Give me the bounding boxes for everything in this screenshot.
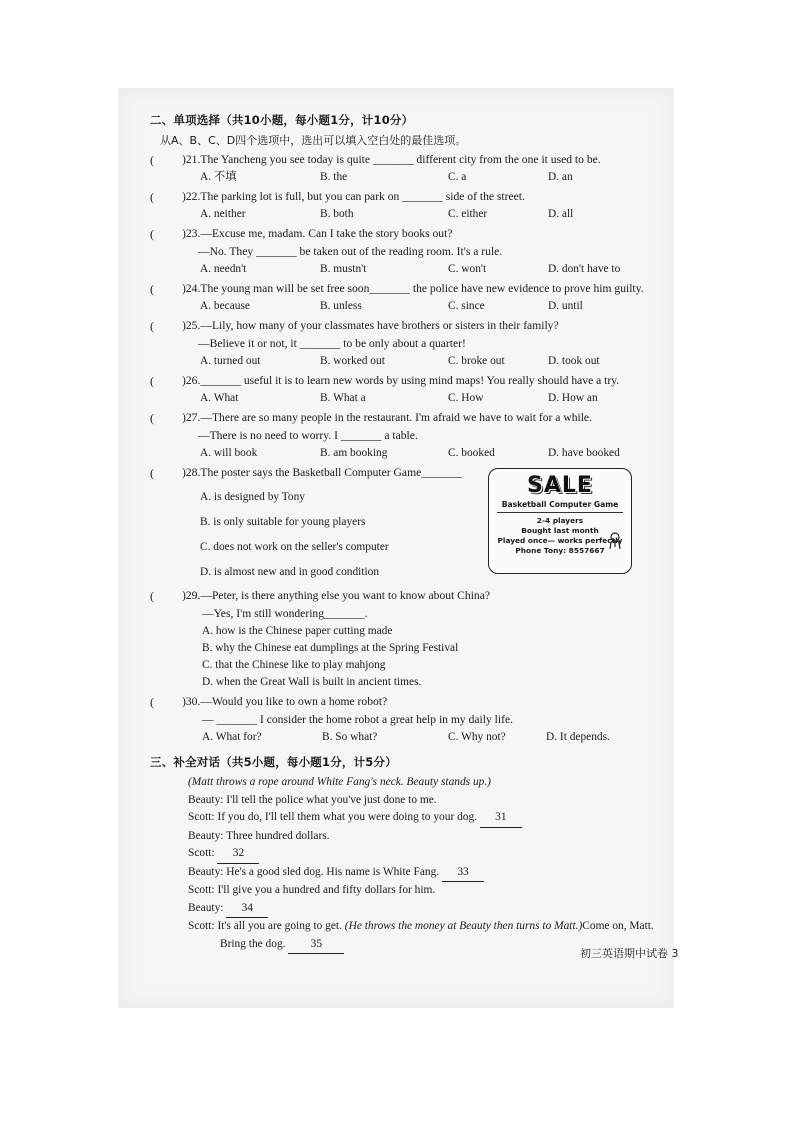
option-c[interactable]: C. How [448,392,484,404]
question-number: )28. [182,466,201,479]
speaker: Beauty: [188,865,224,878]
dialogue-text: Bring the dog. [220,937,286,950]
option-b[interactable]: B. So what? [322,731,378,743]
question-number: )26. [182,374,201,387]
dialogue [188,792,660,919]
question-number: )27. [182,411,201,424]
question-item [150,225,660,278]
answer-blank[interactable]: 31 [480,809,522,828]
question-stem: —Lily, how many of your classmates have brothers or sisters in their family? [200,319,559,332]
option-b[interactable]: B. mustn't [320,263,367,275]
option-a[interactable]: A. 不填 [200,171,237,183]
question-stem: The parking lot is full, but you can park on _______ side of the street. [200,190,525,203]
question-item [150,372,660,407]
answer-blank[interactable]: 33 [442,864,484,883]
answer-bracket[interactable]: ( [150,466,154,480]
option-d[interactable]: D. all [548,208,574,220]
section-2-heading: 二、单项选择（共10小题，每小题1分，计10分） [150,113,414,127]
question-number: )21. [182,153,201,166]
option-b[interactable]: B. am booking [320,447,388,459]
dialogue-line [188,845,660,864]
option-d[interactable]: D. until [548,300,583,312]
stage-direction: (Matt throws a rope around White Fang's neck. Beauty stands up.) [188,776,491,788]
question-stem: _______ useful it is to learn new words by using mind maps! You really should have a try. [200,374,620,387]
option-b[interactable]: B. both [320,208,354,220]
question-number: )30. [182,695,201,708]
question-list [150,151,660,462]
speaker: Beauty: [188,793,224,806]
question-item [150,188,660,223]
option-a[interactable]: A. how is the Chinese paper cutting made [202,625,393,637]
question-item [150,280,660,315]
basketball-player-icon [605,531,625,551]
speaker: Scott: [188,884,215,896]
poster-title: SALE [527,473,593,498]
dialogue-line [188,792,660,810]
answer-bracket[interactable]: ( [150,190,154,204]
poster-line: Bought last month [521,526,599,535]
option-b[interactable]: B. worked out [320,355,385,367]
option-d[interactable]: D. How an [548,392,598,404]
speaker: Beauty: [188,829,224,842]
option-c[interactable]: C. since [448,300,485,312]
option-b[interactable]: B. unless [320,300,362,312]
speaker: Scott: [188,847,215,859]
poster-line: 2-4 players [536,516,584,525]
option-c[interactable]: C. that the Chinese like to play mahjong [202,659,386,671]
dialogue-text: It's all you are going to get. [217,920,342,932]
poster-line: Phone Tony: 8557667 [515,546,605,555]
question-stem-line: —There is no need to worry. I _______ a table. [198,429,418,442]
speaker: Beauty: [188,901,224,914]
section-3-heading: 三、补全对话（共5小题，每小题1分，计5分） [150,755,397,769]
option-b[interactable]: B. What a [320,392,366,404]
dialogue-line [188,864,660,883]
question-stem: The Yancheng you see today is quite _______ different city from the one it used to be. [200,153,601,166]
answer-bracket[interactable]: ( [150,374,154,388]
question-stem-line2: —Yes, I'm still wondering_______. [202,607,368,620]
answer-bracket[interactable]: ( [150,319,154,333]
dialogue-text: I'll tell the police what you've just done to me. [226,793,437,806]
poster-subtitle: Basketball Computer Game [501,500,619,509]
dialogue-text: Come on, Matt. [582,920,654,932]
option-a[interactable]: A. What [200,392,239,404]
option-a[interactable]: A. turned out [200,355,261,367]
question-stem: —Would you like to own a home robot? [200,695,388,708]
question-item [150,151,660,186]
dialogue-text: I'll give you a hundred and fifty dollars for him. [217,884,436,896]
answer-bracket[interactable]: ( [150,695,154,709]
option-b[interactable]: B. is only suitable for young players [200,516,366,528]
dialogue-text: Three hundred dollars. [226,829,330,842]
question-stem: —Peter, is there anything else you want to know about China? [200,589,490,602]
option-a[interactable]: A. needn't [200,263,247,275]
poster-divider [497,512,623,513]
option-d[interactable]: D. don't have to [548,263,621,275]
question-30 [150,693,660,746]
question-number: )24. [182,282,201,295]
answer-blank[interactable]: 32 [217,845,259,864]
question-stem: —Excuse me, madam. Can I take the story books out? [200,227,453,240]
question-number: )23. [182,227,201,240]
option-d[interactable]: D. took out [548,355,600,367]
dialogue-line [188,882,660,900]
stage-direction-inline: (He throws the money at Beauty then turns to Matt.) [344,920,583,932]
option-a[interactable]: A. neither [200,208,246,220]
option-d[interactable]: D. an [548,171,573,183]
option-c[interactable]: C. Why not? [448,731,506,743]
option-d[interactable]: D. when the Great Wall is built in ancient times. [202,676,422,688]
question-stem: The young man will be set free soon_______ the police have new evidence to prove him guilty. [200,282,644,295]
sale-poster [488,468,632,574]
answer-bracket[interactable]: ( [150,589,154,603]
dialogue-line [188,828,660,846]
option-c[interactable]: C. won't [448,263,487,275]
question-stem-line2: — _______ I consider the home robot a great help in my daily life. [202,713,514,726]
option-a[interactable]: A. will book [200,447,258,459]
question-stem-line: —No. They _______ be taken out of the reading room. It's a rule. [198,245,503,258]
option-d[interactable]: D. It depends. [546,731,610,743]
section-2-instruction: 从A、B、C、D四个选项中，选出可以填入空白处的最佳选项。 [160,134,467,147]
option-c[interactable]: C. booked [448,447,495,459]
option-b[interactable]: B. the [320,171,348,183]
option-a[interactable]: A. because [200,300,250,312]
question-stem: —There are so many people in the restaurant. I'm afraid we have to wait for a while. [200,411,592,424]
question-number: )29. [182,589,201,602]
speaker: Scott: [188,811,215,823]
question-item [150,409,660,462]
option-d[interactable]: D. have booked [548,447,620,459]
option-a[interactable]: A. What for? [202,731,262,743]
dialogue-text: He's a good sled dog. His name is White Fang. [226,865,440,878]
question-number: )25. [182,319,201,332]
option-c[interactable]: C. either [448,208,488,220]
question-29 [150,587,660,691]
dialogue-line-last [188,918,660,936]
question-stem: The poster says the Basketball Computer Game_______ [200,466,462,479]
answer-bracket[interactable]: ( [150,153,154,167]
speaker: Scott: [188,920,215,932]
answer-bracket[interactable]: ( [150,411,154,425]
answer-blank[interactable]: 34 [226,900,268,919]
option-c[interactable]: C. broke out [448,355,505,367]
answer-bracket[interactable]: ( [150,282,154,296]
answer-bracket[interactable]: ( [150,227,154,241]
option-a[interactable]: A. is designed by Tony [200,491,305,503]
dialogue-text: If you do, I'll tell them what you were doing to your dog. [217,811,478,823]
answer-blank-35[interactable]: 35 [288,936,344,955]
dialogue-line [188,809,660,828]
page-footer: 初三英语期中试卷 3 [580,947,679,960]
option-b[interactable]: B. why the Chinese eat dumplings at the Spring Festival [202,642,459,654]
poster-line: Played once— works perfectly [497,536,623,545]
question-item [150,317,660,370]
option-c[interactable]: C. does not work on the seller's computer [200,541,389,553]
dialogue-line [188,900,660,919]
option-c[interactable]: C. a [448,171,467,183]
question-stem-line: —Believe it or not, it _______ to be only about a quarter! [198,337,466,350]
question-number: )22. [182,190,201,203]
option-d[interactable]: D. is almost new and in good condition [200,566,380,578]
